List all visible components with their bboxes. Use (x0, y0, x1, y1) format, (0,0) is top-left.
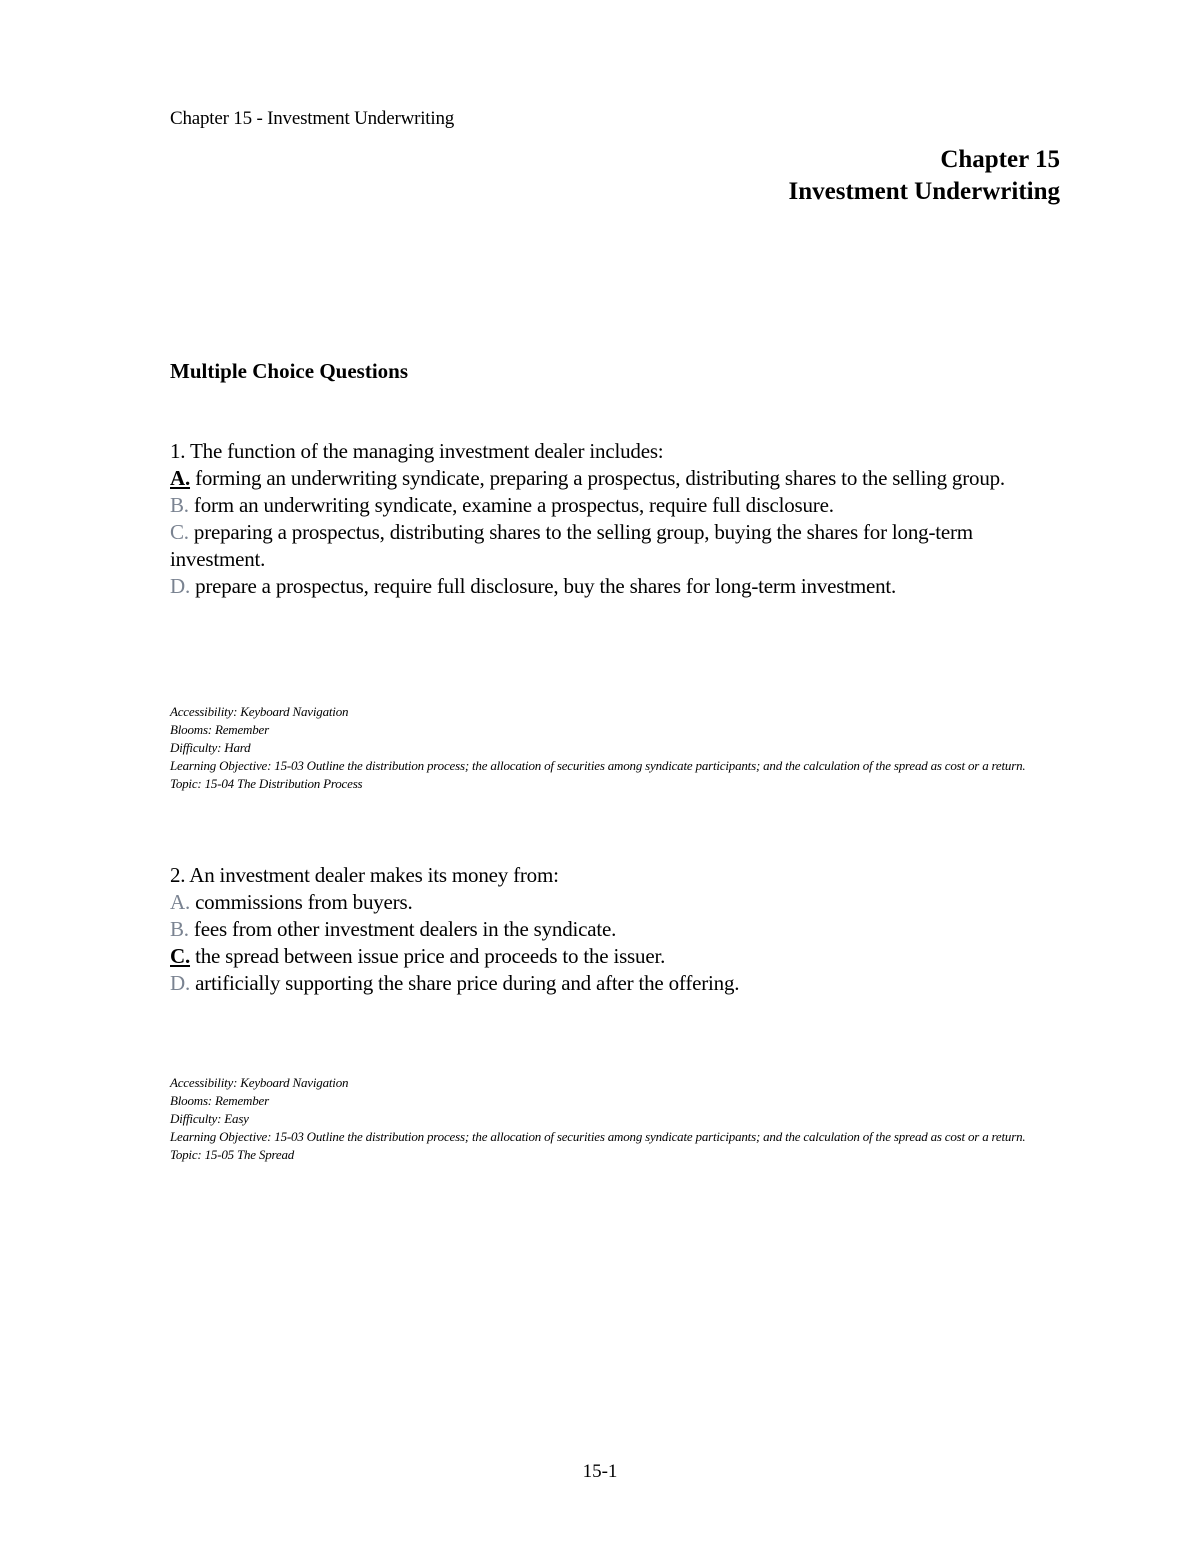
meta-difficulty: Difficulty: Easy (170, 1111, 249, 1126)
meta-learning-objective: Learning Objective: 15-03 Outline the distribution process; the allocation of securities among syndicate participants; and the calculation of the spread as cost or a return. (170, 758, 1026, 773)
option-letter: C. (170, 520, 189, 544)
option-text: artificially supporting the share price during and after the offering. (190, 971, 740, 995)
answer-option-c (170, 943, 1070, 970)
option-text: fees from other investment dealers in the syndicate. (188, 917, 617, 941)
page-number: 15-1 (582, 1461, 618, 1482)
meta-accessibility: Accessibility: Keyboard Navigation (170, 1075, 349, 1090)
question-1 (170, 438, 1070, 600)
meta-blooms: Blooms: Remember (170, 1093, 269, 1108)
running-header: Chapter 15 - Investment Underwriting (170, 108, 455, 129)
answer-option-a (170, 889, 1070, 916)
option-letter: D. (170, 971, 191, 995)
question-2-metadata (170, 1074, 1060, 1164)
option-text: prepare a prospectus, require full disclosure, buy the shares for long-term investment. (190, 574, 897, 598)
option-letter: B. (170, 493, 189, 517)
option-letter-correct: C. (170, 944, 191, 968)
chapter-title-block (788, 144, 1060, 208)
meta-topic: Topic: 15-05 The Spread (170, 1147, 295, 1162)
answer-option-d (170, 573, 1070, 600)
option-letter: B. (170, 917, 189, 941)
option-text: form an underwriting syndicate, examine a prospectus, require full disclosure. (188, 493, 834, 517)
question-stem: 1. The function of the managing investment dealer includes: (170, 439, 664, 463)
option-text: preparing a prospectus, distributing shares to the selling group, buying the shares for long-term investment. (170, 520, 973, 571)
answer-option-b (170, 492, 1070, 519)
meta-learning-objective: Learning Objective: 15-03 Outline the distribution process; the allocation of securities among syndicate participants; and the calculation of the spread as cost or a return. (170, 1129, 1026, 1144)
question-1-metadata (170, 703, 1060, 793)
option-text: the spread between issue price and proceeds to the issuer. (190, 944, 666, 968)
chapter-label: Chapter 15 (940, 146, 1060, 173)
meta-topic: Topic: 15-04 The Distribution Process (170, 776, 363, 791)
option-text: forming an underwriting syndicate, preparing a prospectus, distributing shares to the selling group. (190, 466, 1005, 490)
answer-option-b (170, 916, 1070, 943)
option-letter-correct: A. (170, 466, 191, 490)
option-letter: A. (170, 890, 191, 914)
question-2 (170, 862, 1070, 997)
meta-blooms: Blooms: Remember (170, 722, 269, 737)
meta-accessibility: Accessibility: Keyboard Navigation (170, 704, 349, 719)
option-text: commissions from buyers. (190, 890, 413, 914)
option-letter: D. (170, 574, 191, 598)
answer-option-c (170, 519, 1070, 573)
question-stem: 2. An investment dealer makes its money from: (170, 863, 559, 887)
section-heading: Multiple Choice Questions (170, 359, 409, 383)
answer-option-d (170, 970, 1070, 997)
chapter-title: Investment Underwriting (788, 178, 1060, 205)
answer-option-a (170, 465, 1070, 492)
meta-difficulty: Difficulty: Hard (170, 740, 251, 755)
